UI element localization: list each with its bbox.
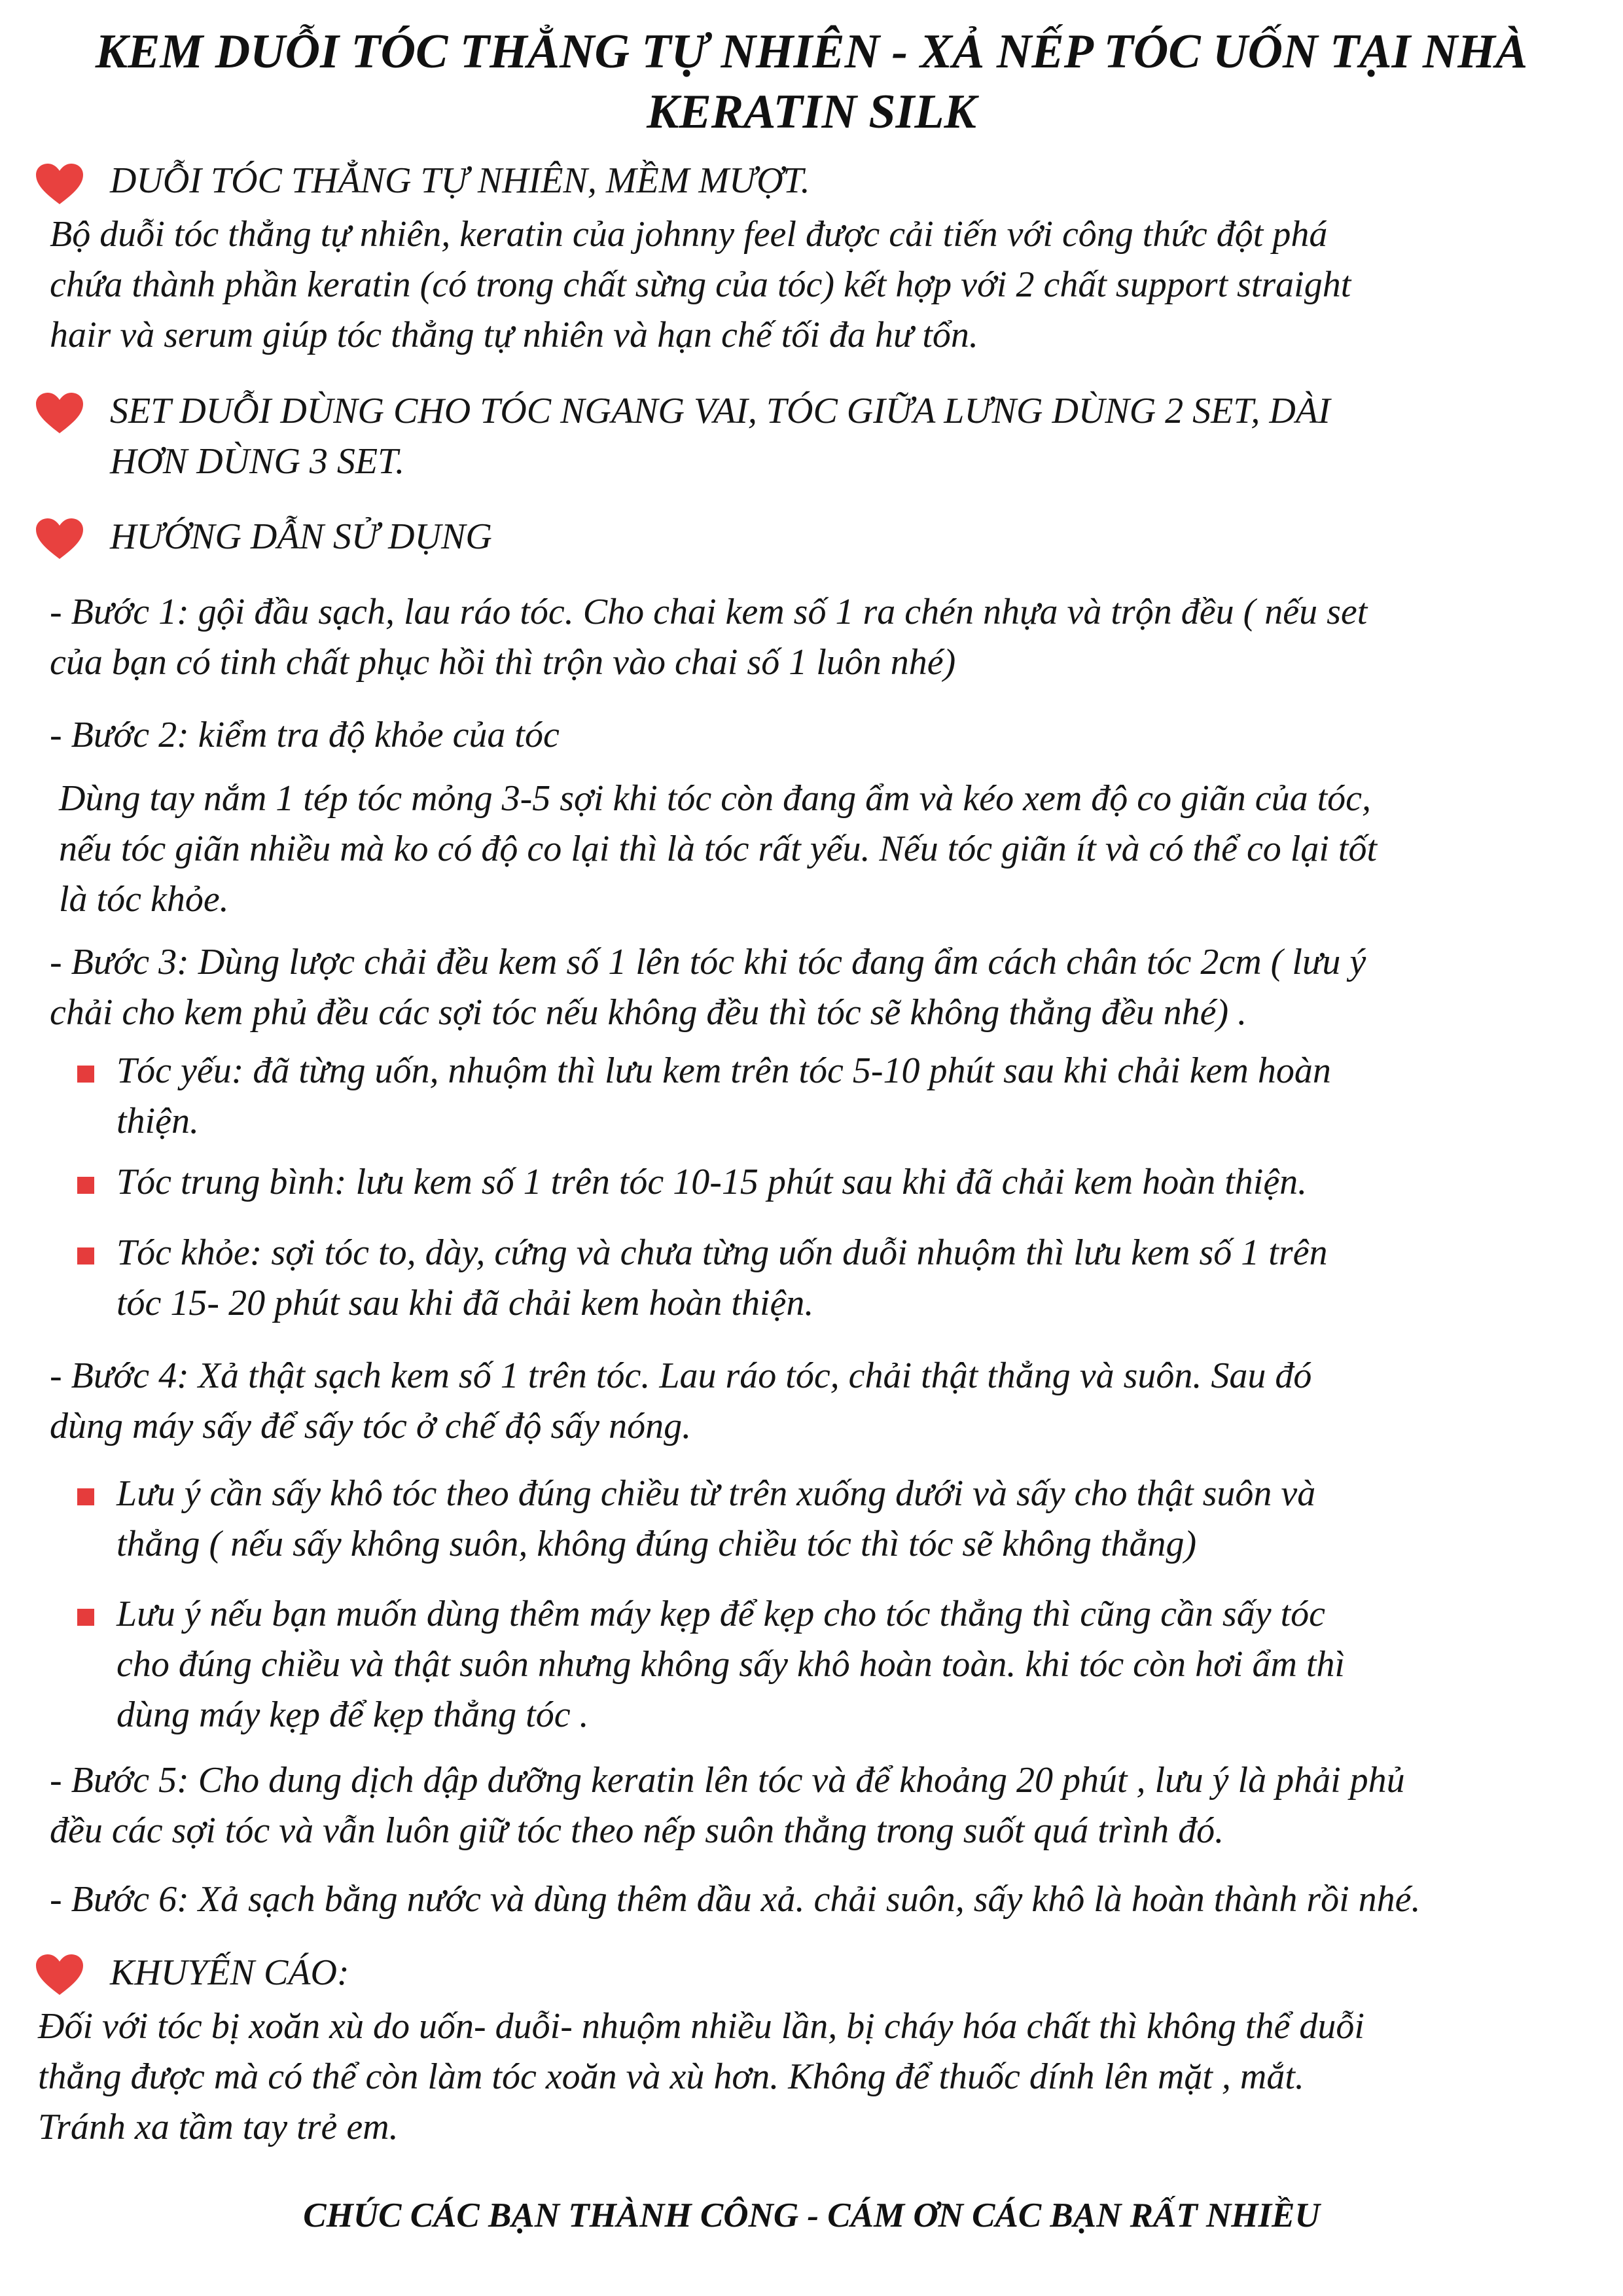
text-line: hair và serum giúp tóc thẳng tự nhiên và hạn chế tối đa hư tổn. [50,315,978,355]
section-heading-instructions: HƯỚNG DẪN SỬ DỤNG [110,516,492,557]
text-line: SET DUỖI DÙNG CHO TÓC NGANG VAI, TÓC GIỮA LƯNG DÙNG 2 SET, DÀI [110,391,1330,431]
text-line: Dùng tay nắm 1 tép tóc mỏng 3-5 sợi khi tóc còn đang ẩm và kéo xem độ co giãn của tóc, [59,778,1371,819]
list-item [116,1589,1345,1740]
step-2-detail [59,774,1377,925]
list-item [116,1228,1327,1329]
text-line: thẳng được mà có thể còn làm tóc xoăn và xù hơn. Không để thuốc dính lên mặt , mắt. [38,2056,1304,2097]
text-line: thẳng ( nếu sấy không suôn, không đúng chiều tóc thì tóc sẽ không thẳng) [116,1524,1197,1564]
text-line: HƠN DÙNG 3 SET. [110,441,405,482]
list-item [116,1469,1315,1570]
list-item: Tóc trung bình: lưu kem số 1 trên tóc 10-15 phút sau khi đã chải kem hoàn thiện. [116,1162,1308,1202]
step-2: - Bước 2: kiểm tra độ khỏe của tóc [50,715,560,755]
heart-icon [34,517,85,560]
step-3 [50,937,1366,1038]
section-heading-warning: KHUYẾN CÁO: [110,1952,349,1993]
text-line: tóc 15- 20 phút sau khi đã chải kem hoàn thiện. [116,1283,814,1323]
text-line: - Bước 3: Dùng lược chải đều kem số 1 lên tóc khi tóc đang ẩm cách chân tóc 2cm ( lưu ý [50,942,1366,982]
page-subtitle: KERATIN SILK [647,85,976,139]
text-line: Đối với tóc bị xoăn xù do uốn- duỗi- nhuộm nhiều lần, bị cháy hóa chất thì không thể duỗi [38,2006,1364,2047]
step-6: - Bước 6: Xả sạch bằng nước và dùng thêm dầu xả. chải suôn, sấy khô là hoàn thành rồi nhé. [50,1879,1421,1920]
text-line: thiện. [116,1101,199,1141]
text-line: chải cho kem phủ đều các sợi tóc nếu không đều thì tóc sẽ không thẳng đều nhé) . [50,992,1247,1033]
text-line: Tránh xa tầm tay trẻ em. [38,2107,399,2147]
text-line: Lưu ý cần sấy khô tóc theo đúng chiều từ trên xuống dưới và sấy cho thật suôn và [116,1473,1316,1514]
text-line: - Bước 5: Cho dung dịch dập dưỡng keratin lên tóc và để khoảng 20 phút , lưu ý là phải phủ [50,1760,1405,1801]
page-title: KEM DUỖI TÓC THẲNG TỰ NHIÊN - XẢ NẾP TÓC UỐN TẠI NHÀ [95,25,1528,79]
text-line: của bạn có tinh chất phục hồi thì trộn vào chai số 1 luôn nhé) [50,642,956,683]
text-line: nếu tóc giãn nhiều mà ko có độ co lại thì là tóc rất yếu. Nếu tóc giãn ít và có thể co lại tốt [59,829,1378,869]
square-bullet-icon [77,1488,94,1505]
text-line: dùng máy kẹp để kẹp thẳng tóc . [116,1695,589,1735]
list-item [116,1046,1331,1147]
step-1 [50,587,1367,688]
square-bullet-icon [77,1609,94,1626]
heart-icon [34,391,85,435]
text-line: Tóc khỏe: sợi tóc to, dày, cứng và chưa từng uốn duỗi nhuộm thì lưu kem số 1 trên [116,1232,1328,1273]
warning-paragraph [38,2001,1364,2153]
square-bullet-icon [77,1177,94,1194]
text-line: chứa thành phần keratin (có trong chất sừng của tóc) kết hợp với 2 chất support straight [50,264,1351,305]
text-line: - Bước 4: Xả thật sạch kem số 1 trên tóc. Lau ráo tóc, chải thật thẳng và suôn. Sau đó [50,1355,1312,1396]
text-line: Lưu ý nếu bạn muốn dùng thêm máy kẹp để kẹp cho tóc thẳng thì cũng cần sấy tóc [116,1594,1325,1634]
text-line: Bộ duỗi tóc thẳng tự nhiên, keratin của johnny feel được cải tiến với công thức đột phá [50,214,1328,255]
text-line: Tóc yếu: đã từng uốn, nhuộm thì lưu kem trên tóc 5-10 phút sau khi chải kem hoàn [116,1050,1331,1091]
step-5 [50,1755,1405,1856]
section-heading-straightening: DUỖI TÓC THẲNG TỰ NHIÊN, MỀM MƯỢT. [110,160,810,201]
text-line: cho đúng chiều và thật suôn nhưng không sấy khô hoàn toàn. khi tóc còn hơi ẩm thì [116,1644,1346,1685]
step-4 [50,1351,1311,1452]
intro-paragraph [50,209,1351,361]
section-heading-set-usage [110,386,1330,487]
text-line: dùng máy sấy để sấy tóc ở chế độ sấy nóng. [50,1406,692,1446]
text-line: là tóc khỏe. [59,879,229,920]
text-line: - Bước 1: gội đầu sạch, lau ráo tóc. Cho chai kem số 1 ra chén nhựa và trộn đều ( nếu set [50,592,1368,632]
text-line: đều các sợi tóc và vẫn luôn giữ tóc theo nếp suôn thẳng trong suốt quá trình đó. [50,1810,1224,1851]
footer-thanks: CHÚC CÁC BẠN THÀNH CÔNG - CÁM ƠN CÁC BẠN RẤT NHIỀU [303,2197,1320,2234]
heart-icon [34,162,85,206]
square-bullet-icon [77,1247,94,1265]
heart-icon [34,1953,85,1996]
square-bullet-icon [77,1066,94,1083]
